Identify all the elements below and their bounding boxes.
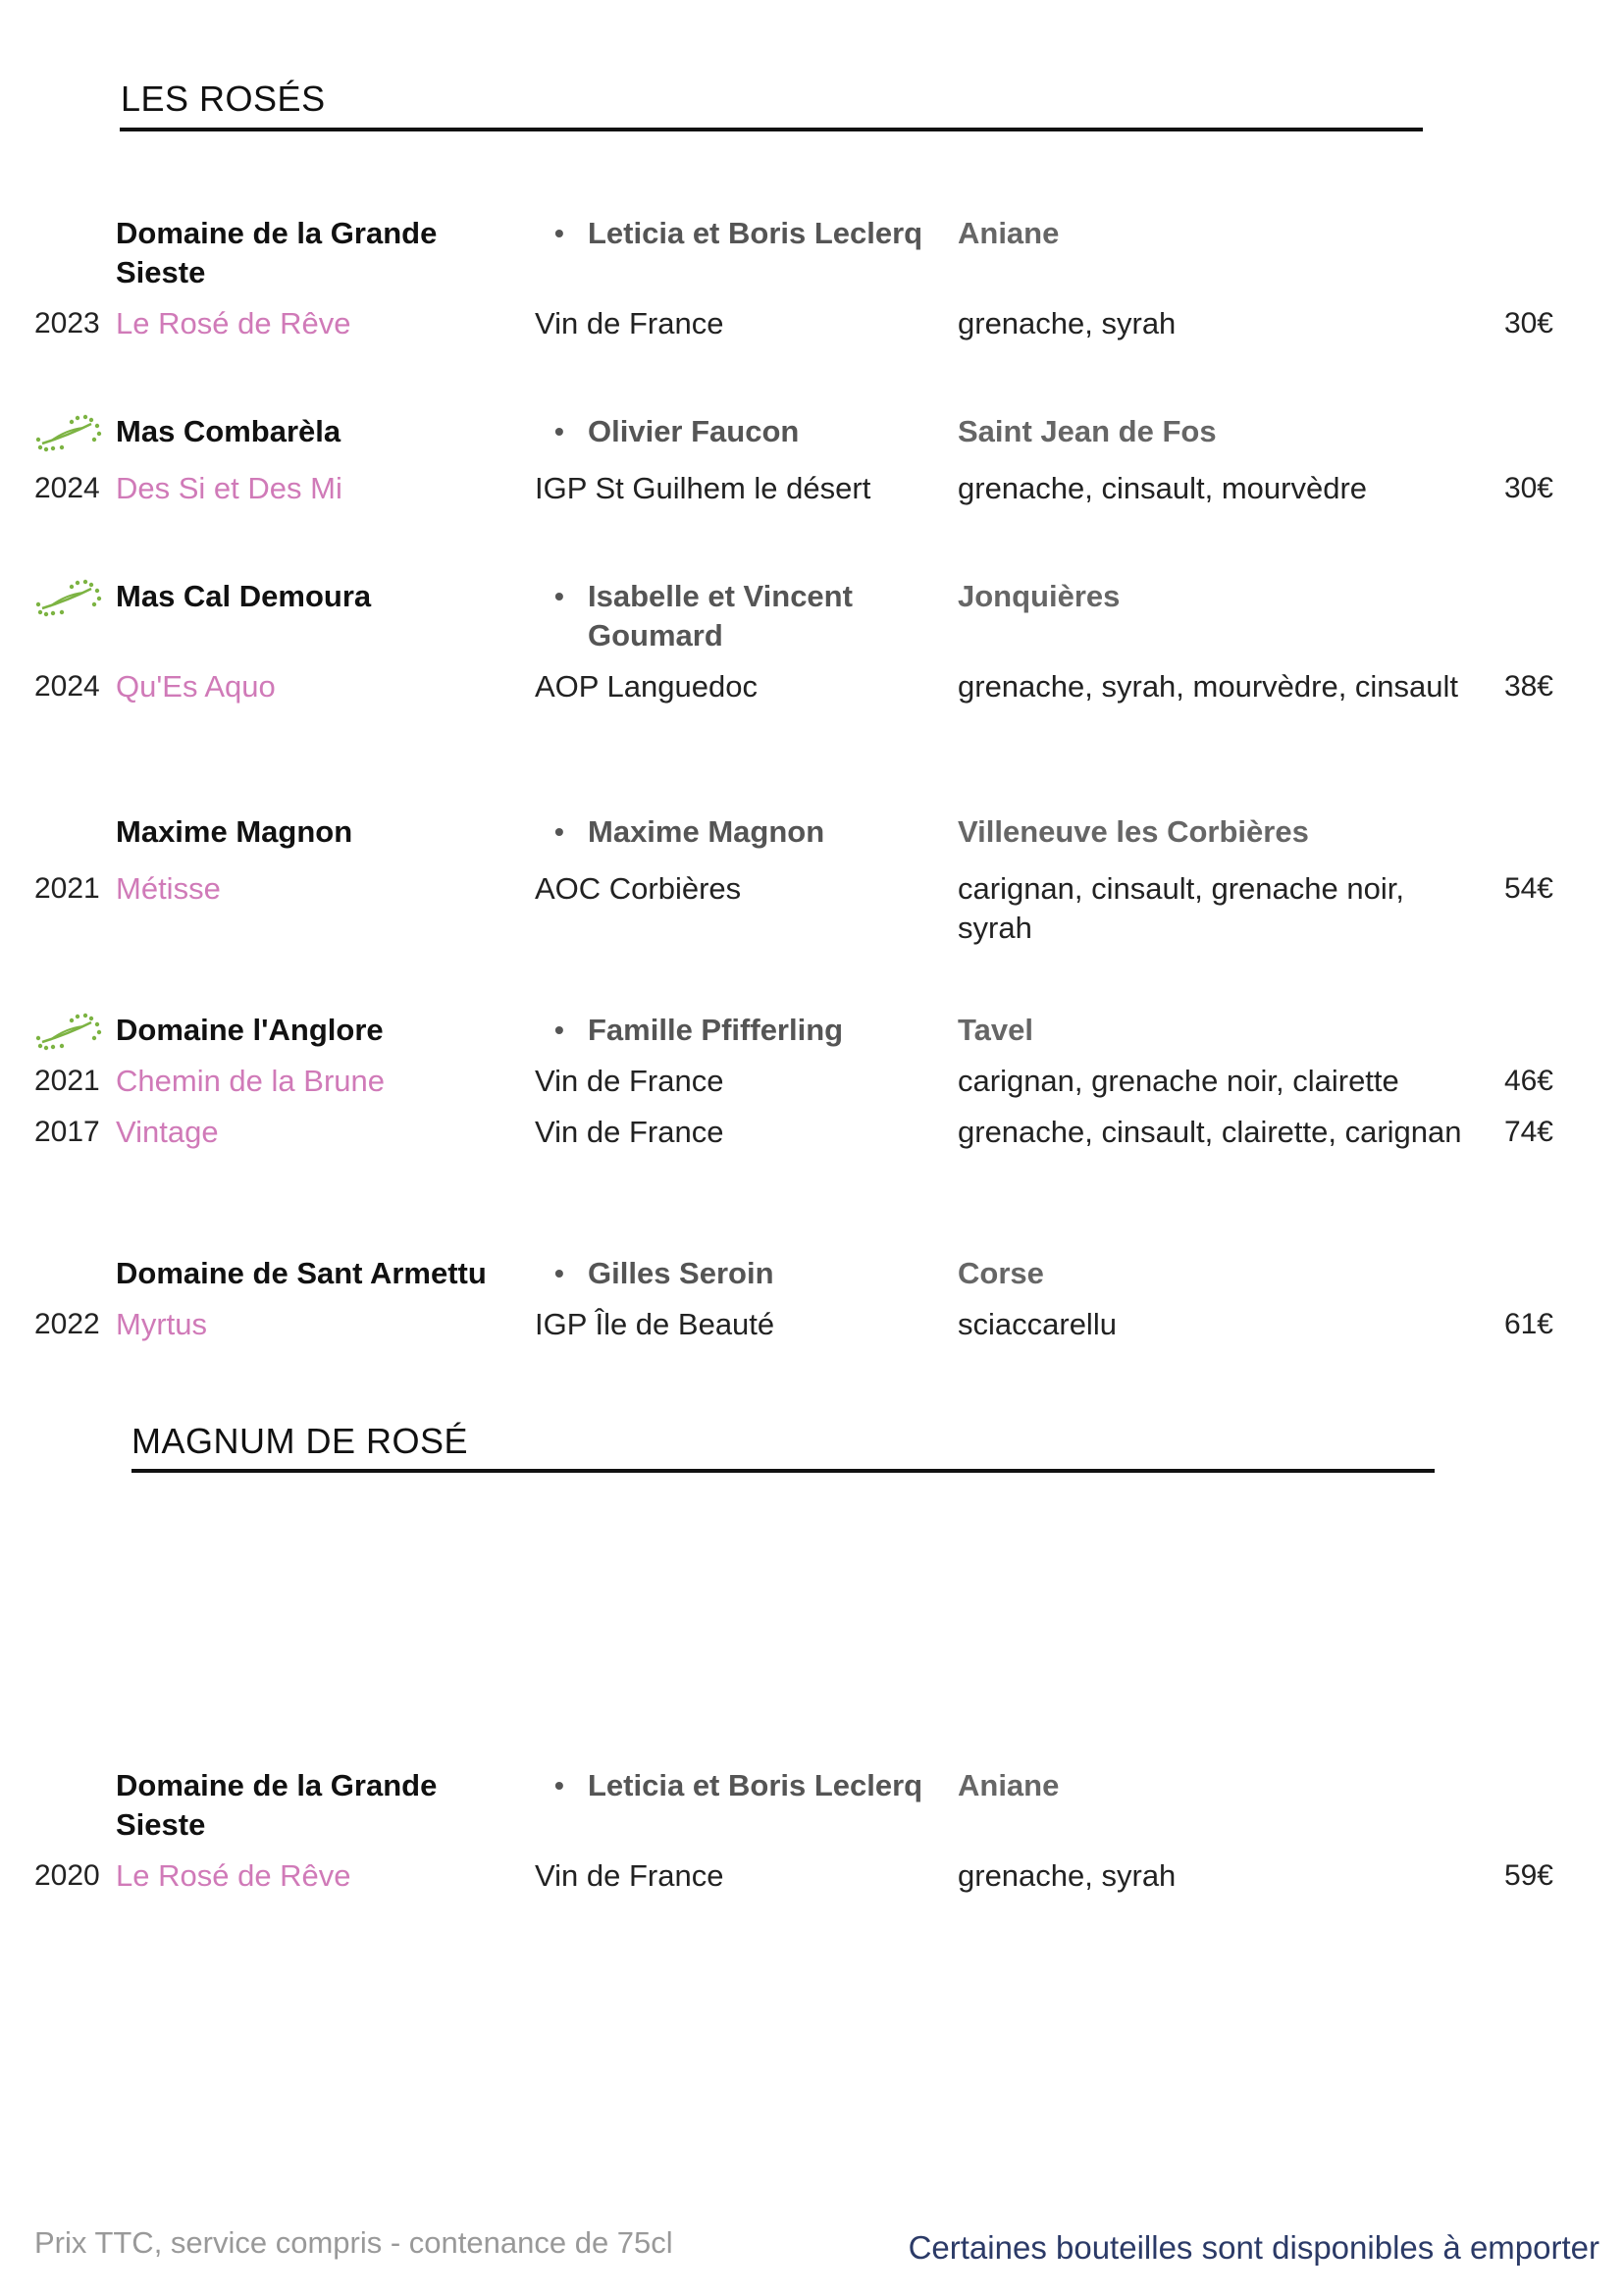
appellation: Vin de France xyxy=(535,1064,724,1098)
region-name: Villeneuve les Corbières xyxy=(958,814,1309,849)
bullet: • xyxy=(554,218,564,248)
grape-varieties: grenache, syrah xyxy=(958,306,1177,340)
eu-organic-leaf-icon xyxy=(32,1011,103,1054)
footer-price-note: Prix TTC, service compris - contenance de 75cl xyxy=(34,2225,673,2260)
bullet: • xyxy=(554,416,564,446)
wine-name: Vintage xyxy=(116,1115,219,1149)
section-title-roses: LES ROSÉS xyxy=(121,78,326,119)
producer-label: Famille Pfifferling xyxy=(588,1013,844,1047)
region-name: Saint Jean de Fos xyxy=(958,414,1217,448)
bullet: • xyxy=(554,816,564,847)
vintage-year: 2021 xyxy=(34,1065,100,1097)
region-name: Jonquières xyxy=(958,579,1121,613)
producer-name xyxy=(554,412,947,451)
producer-label: Isabelle et Vincent Goumard xyxy=(588,579,853,652)
grape-varieties: grenache, syrah xyxy=(958,1858,1177,1893)
grape-varieties: grenache, cinsault, mourvèdre xyxy=(958,471,1368,505)
bullet: • xyxy=(554,1770,564,1800)
producer-name xyxy=(554,1254,947,1293)
appellation: IGP Île de Beauté xyxy=(535,1307,775,1341)
vintage-year: 2017 xyxy=(34,1116,100,1148)
appellation: AOP Languedoc xyxy=(535,669,758,704)
section-rule-magnum xyxy=(131,1469,1435,1473)
region-name: Aniane xyxy=(958,216,1060,250)
producer-name xyxy=(554,812,947,852)
producer-label: Olivier Faucon xyxy=(588,414,800,448)
region-name: Tavel xyxy=(958,1013,1033,1047)
bullet: • xyxy=(554,581,564,611)
price: 59€ xyxy=(1503,1859,1553,1892)
grape-varieties: carignan, cinsault, grenache noir, syrah xyxy=(958,871,1404,945)
estate-name: Mas Cal Demoura xyxy=(116,579,372,613)
appellation: AOC Corbières xyxy=(535,871,742,906)
appellation: Vin de France xyxy=(535,1115,724,1149)
estate-name: Mas Combarèla xyxy=(116,414,341,448)
price: 46€ xyxy=(1503,1065,1553,1097)
bullet: • xyxy=(554,1015,564,1045)
grape-varieties: grenache, cinsault, clairette, carignan xyxy=(958,1115,1462,1149)
appellation: IGP St Guilhem le désert xyxy=(535,471,871,505)
price: 30€ xyxy=(1503,307,1553,339)
price: 54€ xyxy=(1503,872,1553,905)
estate-name: Domaine de la Grande Sieste xyxy=(116,1768,438,1842)
bullet: • xyxy=(554,1258,564,1288)
section-rule-roses xyxy=(120,128,1423,131)
producer-name xyxy=(554,214,947,253)
section-title-magnum: MAGNUM DE ROSÉ xyxy=(131,1421,469,1461)
wine-name: Le Rosé de Rêve xyxy=(116,306,351,340)
wine-name: Des Si et Des Mi xyxy=(116,471,342,505)
region-name: Aniane xyxy=(958,1768,1060,1802)
eu-organic-leaf-icon xyxy=(32,412,103,455)
producer-label: Leticia et Boris Leclerq xyxy=(588,1768,923,1802)
vintage-year: 2022 xyxy=(34,1308,100,1340)
producer-label: Gilles Seroin xyxy=(588,1256,774,1290)
price: 38€ xyxy=(1503,670,1553,703)
wine-name: Qu'Es Aquo xyxy=(116,669,276,704)
grape-varieties: grenache, syrah, mourvèdre, cinsault xyxy=(958,669,1459,704)
wine-name: Le Rosé de Rêve xyxy=(116,1858,351,1893)
producer-label: Leticia et Boris Leclerq xyxy=(588,216,923,250)
producer-label: Maxime Magnon xyxy=(588,814,825,849)
grape-varieties: sciaccarellu xyxy=(958,1307,1117,1341)
estate-name: Domaine de Sant Armettu xyxy=(116,1256,487,1290)
appellation: Vin de France xyxy=(535,1858,724,1893)
producer-name xyxy=(554,1766,947,1805)
grape-varieties: carignan, grenache noir, clairette xyxy=(958,1064,1399,1098)
eu-organic-leaf-icon xyxy=(32,577,103,620)
price: 30€ xyxy=(1503,472,1553,504)
price: 74€ xyxy=(1503,1116,1553,1148)
vintage-year: 2020 xyxy=(34,1859,100,1892)
vintage-year: 2024 xyxy=(34,670,100,703)
wine-name: Métisse xyxy=(116,871,221,906)
price: 61€ xyxy=(1503,1308,1553,1340)
estate-name: Domaine de la Grande Sieste xyxy=(116,216,438,289)
vintage-year: 2024 xyxy=(34,472,100,504)
wine-name: Myrtus xyxy=(116,1307,207,1341)
producer-name xyxy=(554,1011,947,1050)
producer-name xyxy=(554,577,947,655)
estate-name: Maxime Magnon xyxy=(116,814,353,849)
estate-name: Domaine l'Anglore xyxy=(116,1013,384,1047)
wine-name: Chemin de la Brune xyxy=(116,1064,385,1098)
appellation: Vin de France xyxy=(535,306,724,340)
footer-takeaway-note: Certaines bouteilles sont disponibles à emporter xyxy=(908,2229,1599,2266)
region-name: Corse xyxy=(958,1256,1044,1290)
vintage-year: 2023 xyxy=(34,307,100,339)
vintage-year: 2021 xyxy=(34,872,100,905)
